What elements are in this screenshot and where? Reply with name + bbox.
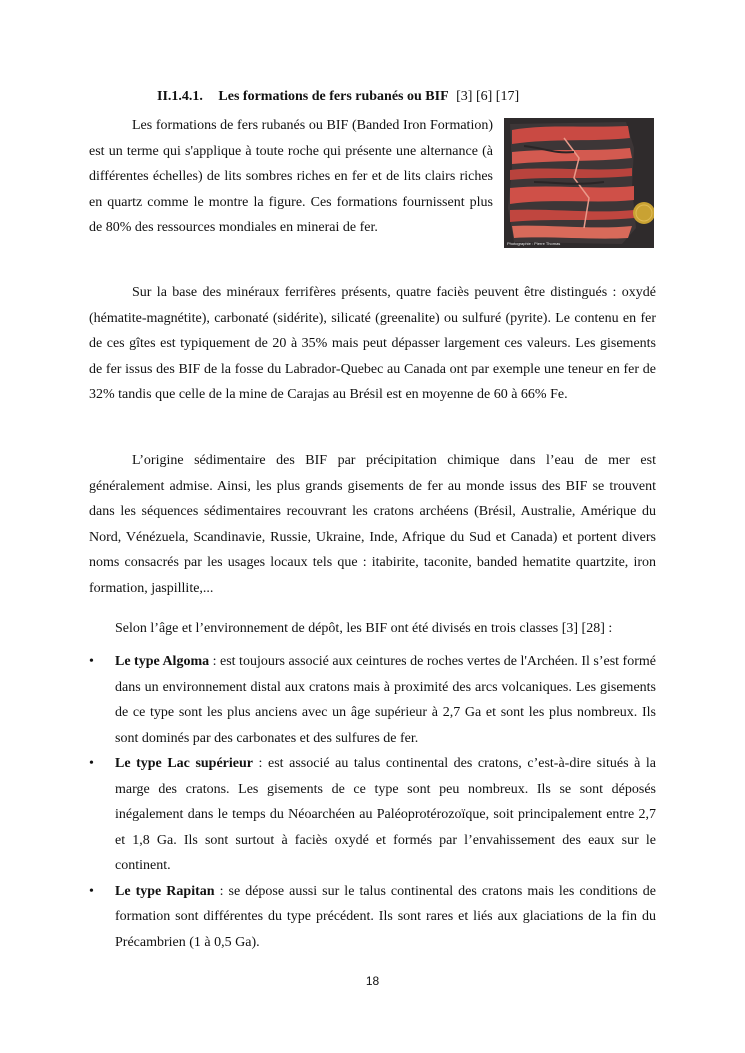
list-item <box>89 649 656 751</box>
page-number: 18 <box>365 974 380 988</box>
banded-iron-rock-photo <box>504 118 654 248</box>
paragraph-facies: Sur la base des minéraux ferrifères présents, quatre faciès peuvent être distingués : oxydé (hématite-magnétite), carbonaté (sidérite), silicaté (greenalite) ou sulfuré (pyrite). Le contenu en fer de ces gîtes est typiquement de 20 à 35% mais peut dépasser largement ces valeurs. Les gisements de fer issus des BIF de la fosse du Labrador-Quebec au Canada ont par exemple une teneur en fer de 32% tandis que celle de la mine de Carajas au Brésil est en moyenne de 60 à 66% Fe. <box>89 285 656 402</box>
section-title: Les formations de fers rubanés ou BIF <box>218 89 449 104</box>
type-term: Le type Lac supérieur <box>115 756 253 771</box>
photo-credit: Photographie : Pierre Thomas <box>507 241 561 246</box>
type-term: Le type Algoma <box>115 654 210 669</box>
bullet-icon: • <box>89 756 94 771</box>
bif-types-list <box>89 649 656 955</box>
list-item <box>89 751 656 879</box>
paragraph-origin: L’origine sédimentaire des BIF par précipitation chimique dans l’eau de mer est généralement admise. Ainsi, les plus grands gisements de fer au monde issus des BIF se trouvent dans les séquences sédimentaires recouvrant les cratons archéens (Brésil, Australie, Amérique du Nord, Vénézuela, Scandinavie, Russie, Ukraine, Inde, Afrique du Sud et Canada) et portent divers noms consacrés par les usages locaux tels que : itabirite, taconite, banded hematite quartzite, iron formation, jaspillite,... <box>89 453 656 596</box>
list-item <box>89 879 656 956</box>
bullet-icon: • <box>89 654 94 669</box>
bullet-icon: • <box>89 883 94 899</box>
section-heading <box>157 88 519 106</box>
type-description: : est toujours associé aux ceintures de roches vertes de l'Archéen. Il s’est formé dans un environnement distal aux cratons mais à proximité des arcs volcaniques. Les gisements de ce type sont les plus anciens avec un âge supérieur à 2,7 Ga et sont les plus nombreux. Ils sont dominés par des carbonates et des sulfures de fer. <box>115 654 656 746</box>
type-description: : est associé au talus continental des cratons, c’est-à-dire situés à la marge des cratons. Les gisements de ce type sont peu nombreux. Ils se sont déposés inégalement dans le temps du Néoarchéen au Paléoprotérozoïque, soit principalement entre 2,7 et 1,8 Ga. Ils sont surtout à faciès oxydé et formés par l’envahissement des eaux sur le continent. <box>115 756 656 873</box>
section-references: [3] [6] [17] <box>456 89 520 104</box>
type-description: : se dépose aussi sur le talus continental des cratons mais les conditions de formation sont différentes du type précédent. Ils sont rares et liés aux glaciations de la fin du Précambrien (1 à 0,5 Ga). <box>115 883 656 950</box>
rock-image <box>504 118 654 248</box>
paragraph-intro: Les formations de fers rubanés ou BIF (Banded Iron Formation) est un terme qui s'applique à toute roche qui présente une alternance (à différentes échelles) de lits sombres riches en fer et de lits clairs riches en quartz comme le montre la figure. Ces formations fournissent plus de 80% des ressources mondiales en minerai de fer. <box>89 118 493 235</box>
paragraph-classes: Selon l’âge et l’environnement de dépôt, les BIF ont été divisés en trois classes [3] [28] : <box>115 621 613 636</box>
type-term: Le type Rapitan <box>115 883 215 899</box>
section-number: II.1.4.1. <box>157 89 203 104</box>
